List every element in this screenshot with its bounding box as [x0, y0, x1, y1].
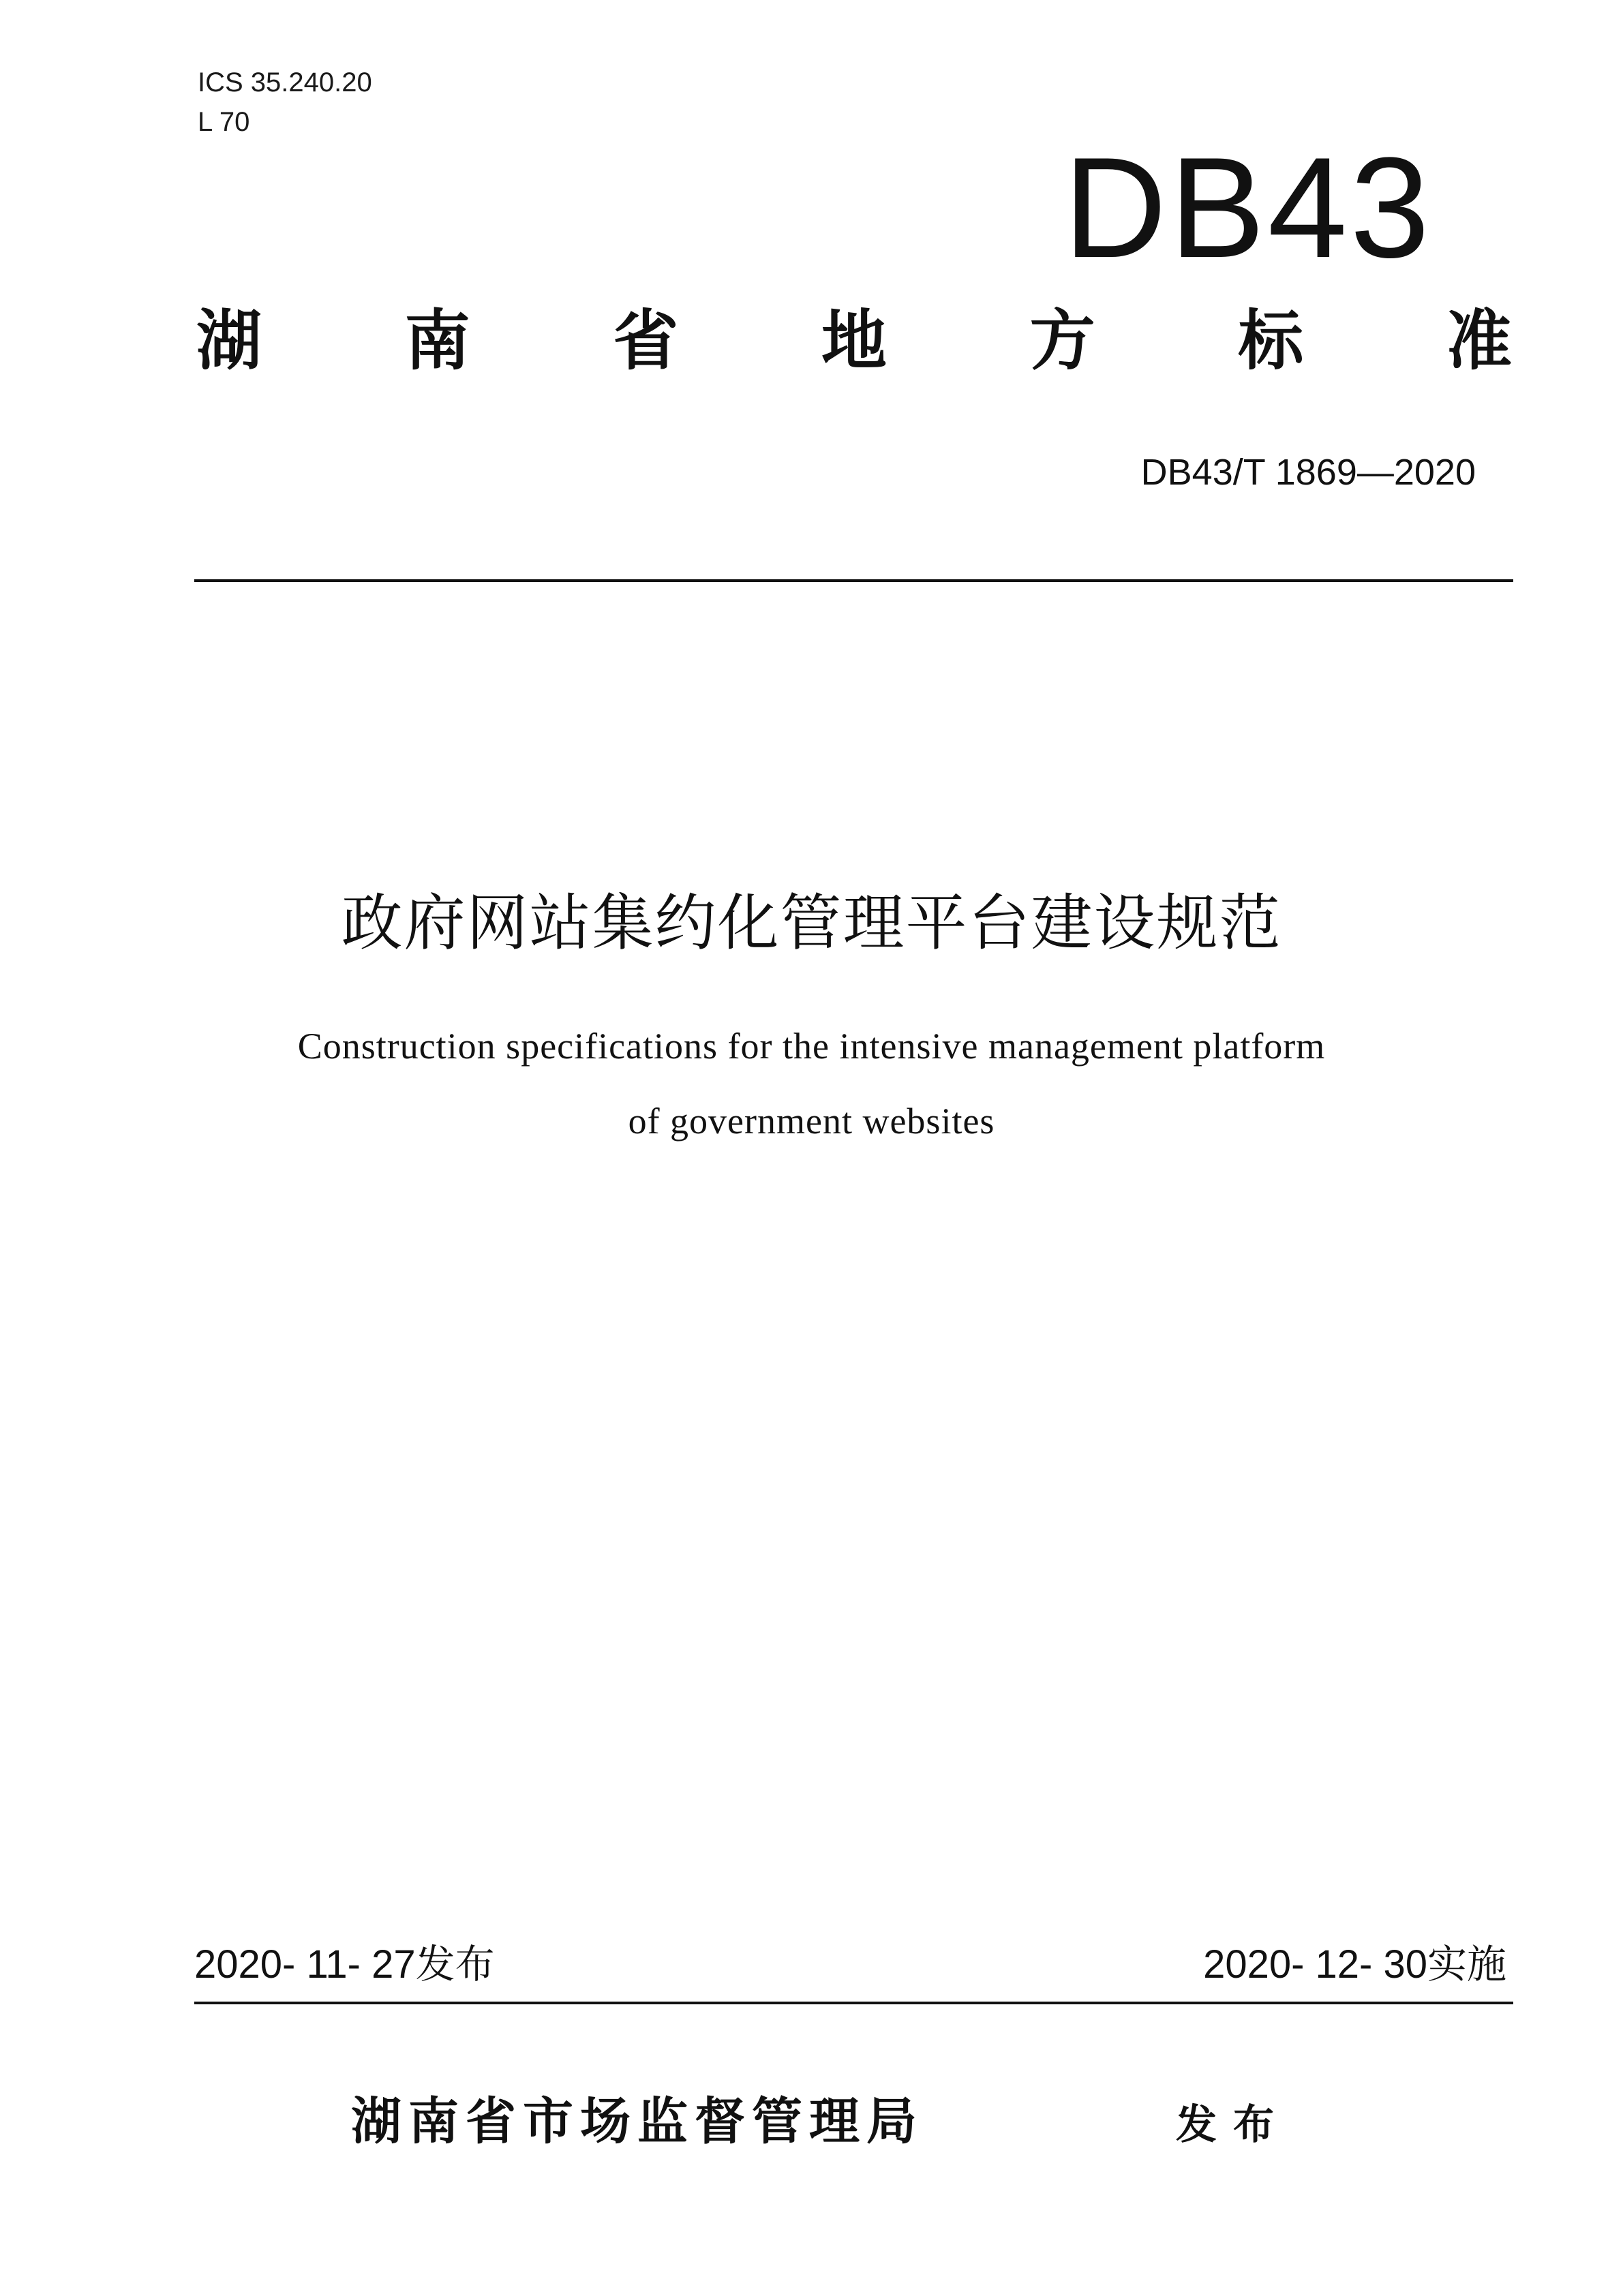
publish-date: 2020- 11- 27发布 [194, 1942, 495, 1987]
issuing-authority: 湖南省市场监督管理局 [351, 2092, 924, 2151]
standard-category-char: 湖 [196, 303, 262, 379]
bottom-divider [194, 2002, 1513, 2004]
top-divider [194, 579, 1513, 582]
standard-mark: DB43 [1063, 127, 1433, 288]
ccs-code: L 70 [198, 107, 250, 137]
document-title-en-line2: of government websites [628, 1101, 995, 1142]
issue-label: 发布 [1176, 2101, 1290, 2149]
implementation-date: 2020- 12- 30实施 [1203, 1942, 1506, 1987]
standard-category-heading [196, 303, 1512, 378]
document-title-zh: 政府网站集约化管理平台建设规范 [341, 887, 1282, 959]
standard-category-char: 标 [1238, 303, 1304, 379]
standard-code: DB43/T 1869—2020 [1140, 452, 1476, 493]
standard-category-char: 方 [1029, 303, 1095, 379]
ics-code: ICS 35.240.20 [198, 67, 372, 97]
classification-block [198, 63, 372, 142]
standard-category-char: 准 [1446, 303, 1512, 379]
standard-category-char: 南 [404, 303, 470, 379]
standard-category-char: 地 [821, 303, 887, 379]
document-title-en-line1: Construction specifications for the intensive management platform [297, 1026, 1326, 1067]
standard-category-char: 省 [613, 303, 679, 379]
